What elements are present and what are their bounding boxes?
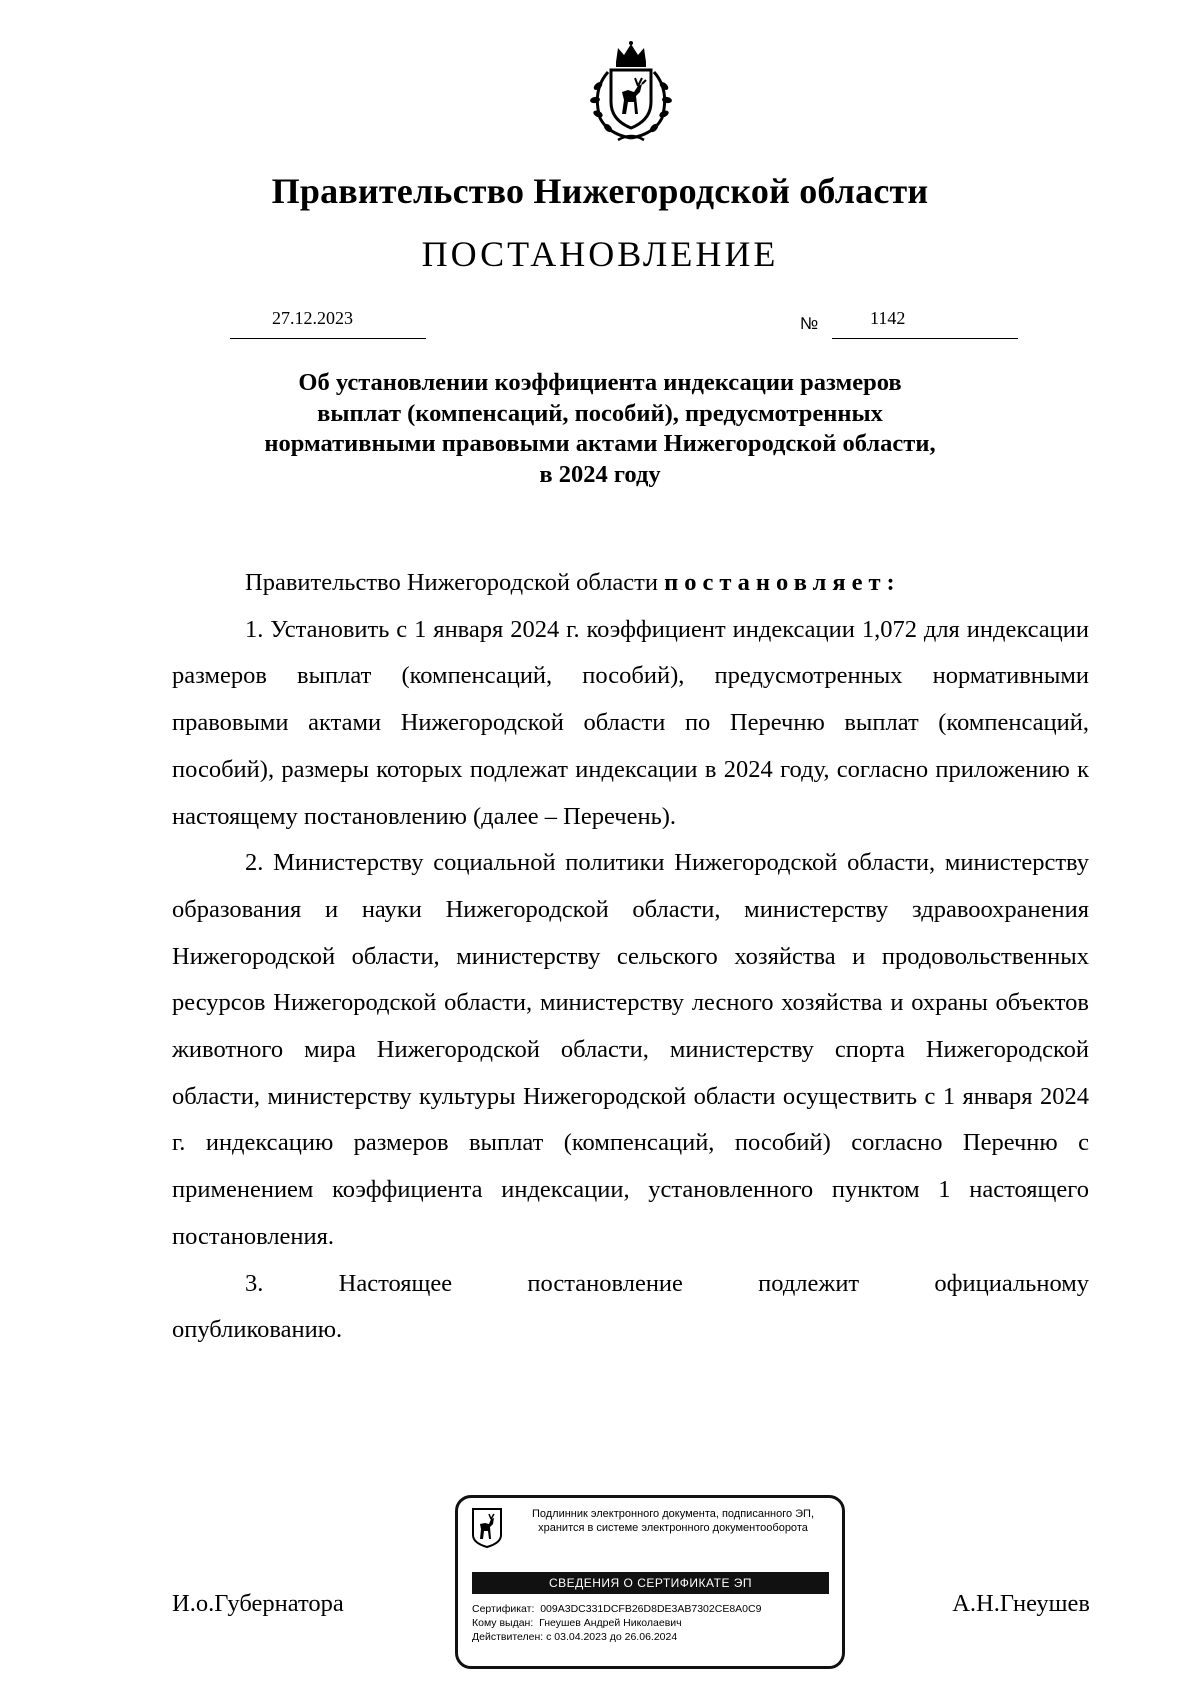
document-heading — [150, 368, 1050, 490]
validity-row — [472, 1630, 761, 1644]
stamp-note-line: хранится в системе электронного документооборота — [538, 1522, 808, 1534]
document-date: 27.12.2023 — [272, 308, 353, 328]
certificate-value: 009A3DC331DCFB26D8DE3AB7302CE8A0C9 — [540, 1603, 762, 1615]
issued-to-label: Кому выдан: — [472, 1617, 534, 1629]
validity-value: с 03.04.2023 до 26.06.2024 — [546, 1631, 678, 1643]
certificate-row — [472, 1602, 761, 1616]
document-body — [172, 560, 1089, 1354]
heading-line: Об установлении коэффициента индексации размеров — [298, 369, 902, 396]
document-number: 1142 — [870, 308, 906, 328]
heading-line: нормативными правовыми актами Нижегородской области, — [264, 430, 936, 457]
stamp-note-line: Подлинник электронного документа, подписанного ЭП, — [531, 1508, 815, 1520]
validity-label: Действителен: — [472, 1631, 544, 1643]
government-title: Правительство Нижегородской области — [271, 171, 929, 211]
signatory-name: А.Н.Гнеушев — [952, 1590, 1090, 1617]
paragraph-2: 2. Министерству социальной политики Нижегородской области, министерству образования и науки Нижегородской области, министерству здравоохранения Нижегородской области, министерству сельского хозяйства и продовольственных ресурсов Нижегородской области, министерству лесного хозяйства и охраны объектов животного мира Нижегородской области, министерству спорта Нижегородской области, министерству культуры Нижегородской области осуществить с 1 января 2024 г. индексацию размеров выплат (компенсаций, пособий) согласно Перечню с применением коэффициента индексации, установленного пунктом 1 настоящего постановления. — [172, 849, 1089, 1250]
preamble-text: Правительство Нижегородской области — [245, 569, 658, 596]
issued-to-value: Гнеушев Андрей Николаевич — [539, 1617, 682, 1629]
deer-emblem-icon — [471, 1507, 503, 1549]
certificate-label: Сертификат: — [472, 1603, 535, 1615]
date-field — [230, 308, 426, 339]
preamble-action: постановляет: — [664, 569, 901, 596]
heading-line: выплат (компенсаций, пособий), предусмотренных — [317, 399, 883, 427]
paragraph-3-first-line: 3. Настоящее постановление подлежит официальному — [245, 1269, 1089, 1297]
certificate-details — [472, 1602, 761, 1644]
stamp-note — [512, 1507, 834, 1535]
signatory-position: И.о.Губернатора — [172, 1590, 344, 1617]
preamble — [172, 560, 1089, 607]
coat-of-arms-icon — [578, 40, 684, 146]
heading-line: в 2024 году — [539, 460, 661, 488]
issued-to-row — [472, 1616, 761, 1630]
e-signature-stamp — [455, 1495, 845, 1669]
number-label: № — [800, 314, 819, 333]
certificate-header: СВЕДЕНИЯ О СЕРТИФИКАТЕ ЭП — [472, 1572, 829, 1594]
paragraph-1: 1. Установить с 1 января 2024 г. коэффициент индексации 1,072 для индексации размеров выплат (компенсаций, пособий), предусмотренных нормативными правовыми актами Нижегородской области по Перечню выплат (компенсаций, пособий), размеры которых подлежат индексации в 2024 году, согласно приложению к настоящему постановлению (далее – Перечень). — [172, 615, 1089, 830]
number-field — [832, 308, 1018, 339]
paragraph-3-rest: опубликованию. — [172, 1316, 343, 1344]
document-type: ПОСТАНОВЛЕНИЕ — [421, 234, 779, 274]
